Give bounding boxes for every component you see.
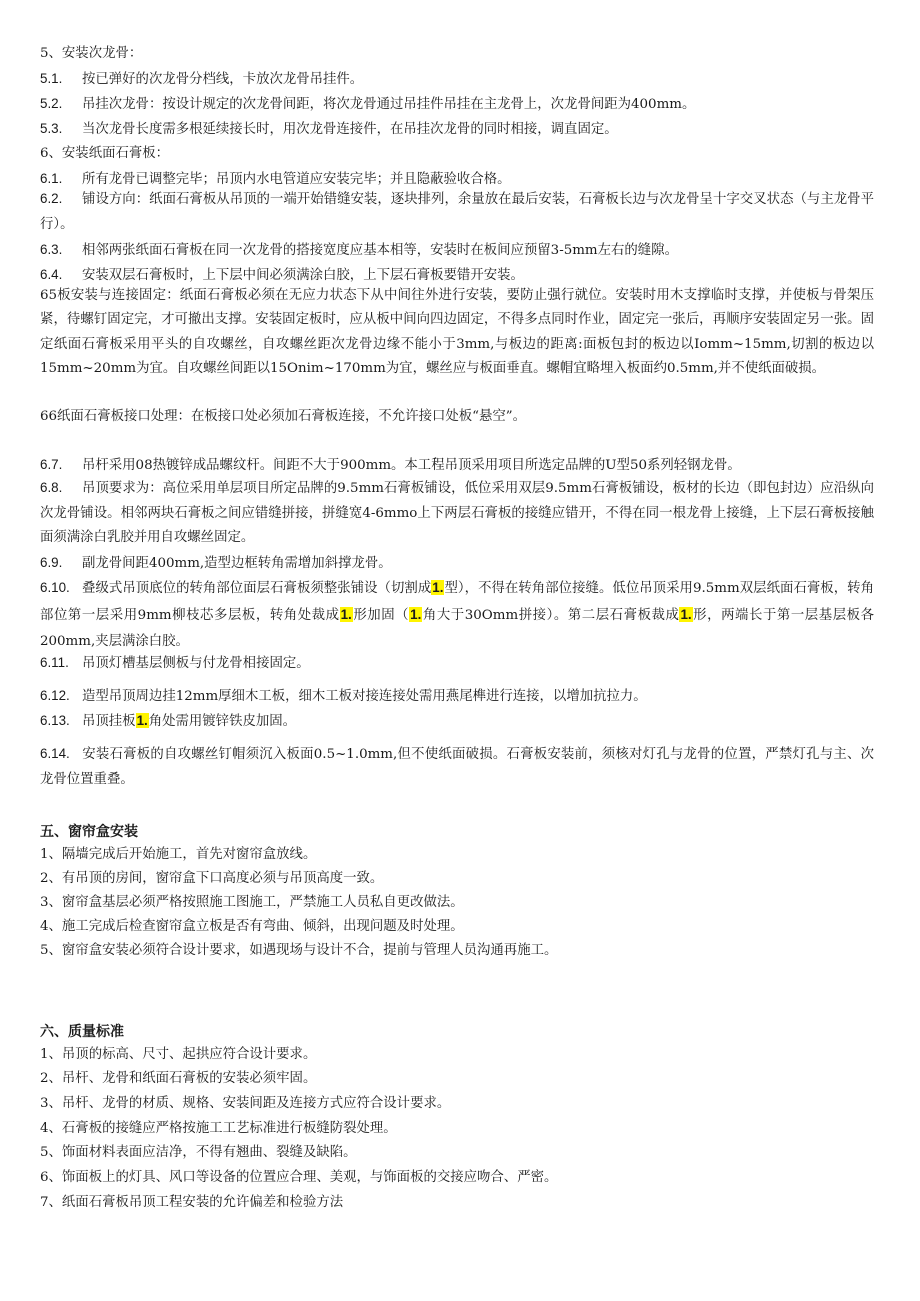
item-text: 吊顶挂板 bbox=[82, 714, 136, 729]
item-number: 6.12. bbox=[40, 688, 70, 703]
list-item: 3、窗帘盒基层必须严格按照施工图施工，严禁施工人员私自更改做法。 bbox=[40, 895, 464, 910]
item-number: 6.8. bbox=[40, 480, 63, 495]
section-5-title: 5、安装次龙骨： bbox=[40, 46, 143, 61]
item-number: 5.2. bbox=[40, 96, 63, 111]
list-item: 4、施工完成后检查窗帘盒立板是否有弯曲、倾斜，出现问题及时处理。 bbox=[40, 919, 464, 934]
list-item bbox=[40, 284, 874, 382]
item-number: 6.2. bbox=[40, 191, 63, 206]
list-item: 3、吊杆、龙骨的材质、规格、安装间距及连接方式应符合设计要求。 bbox=[40, 1096, 451, 1111]
item-text: 相邻两张纸面石膏板在同一次龙骨的搭接宽度应基本相等，安装时在板间应预留3-5mm左右的缝隙。 bbox=[82, 243, 678, 258]
list-item bbox=[40, 169, 880, 189]
list-item: 6、饰面板上的灯具、风口等设备的位置应合理、美观，与饰面板的交接应吻合、严密。 bbox=[40, 1170, 558, 1185]
highlight-mark: 1. bbox=[410, 607, 422, 622]
item-number: 6.1. bbox=[40, 171, 63, 186]
section-title-quality: 六、质量标准 bbox=[40, 1023, 124, 1039]
item-text: 吊挂次龙骨：按设计规定的次龙骨间距，将次龙骨通过吊挂件吊挂在主龙骨上，次龙骨间距为400mm。 bbox=[82, 97, 696, 112]
item-text: 叠级式吊顶底位的转角部位面层石膏板须整张铺设（切割成 bbox=[82, 581, 432, 596]
list-item: 4、石膏板的接缝应严格按施工工艺标准进行板缝防裂处理。 bbox=[40, 1121, 397, 1136]
item-text: 安装石膏板的自攻螺丝钉帽须沉入板面0.5~1.0mm,但不使纸面破损。石膏板安装前，须核对灯孔与龙骨的位置，严禁灯孔与主、次龙骨位置重叠。 bbox=[40, 747, 874, 787]
item-number: 5.3. bbox=[40, 121, 63, 136]
highlight-mark: 1. bbox=[680, 607, 692, 622]
list-item: 2、有吊顶的房间，窗帘盒下口高度必须与吊顶高度一致。 bbox=[40, 871, 384, 886]
item-number: 6.11. bbox=[40, 655, 69, 670]
list-item: 7、纸面石膏板吊顶工程安装的允许偏差和检验方法 bbox=[40, 1195, 344, 1210]
highlight-mark: 1. bbox=[432, 580, 444, 595]
item-number: 6.10. bbox=[40, 580, 70, 595]
list-item bbox=[40, 455, 880, 475]
item-text: 吊杆采用08热镀锌成品螺纹杆。间距不大于900mm。本工程吊顶采用项目所选定品牌的U型50系列轻钢龙骨。 bbox=[82, 458, 741, 473]
item-text: 按已弹好的次龙骨分档线，卡放次龙骨吊挂件。 bbox=[82, 72, 364, 87]
item-text: 所有龙骨已调整完毕；吊顶内水电管道应安装完毕；并且隐蔽验收合格。 bbox=[82, 172, 511, 187]
list-item bbox=[40, 553, 880, 573]
item-text: 角处需用镀锌铁皮加固。 bbox=[148, 714, 297, 729]
list-item bbox=[40, 265, 880, 285]
list-item bbox=[40, 476, 874, 551]
item-number: 6.13. bbox=[40, 713, 70, 728]
item-text: 副龙骨间距400mm,造型边框转角需增加斜撑龙骨。 bbox=[82, 556, 392, 571]
list-item: 1、隔墙完成后开始施工，首先对窗帘盒放线。 bbox=[40, 847, 317, 862]
list-item bbox=[40, 575, 874, 655]
item-text: 形，两端长于第一层基层板各200mm,夹层满涂白胶。 bbox=[40, 608, 875, 649]
list-item: 1、吊顶的标高、尺寸、起拱应符合设计要求。 bbox=[40, 1047, 317, 1062]
list-item bbox=[40, 187, 874, 237]
item-text: 安装双层石膏板时，上下层中间必须满涂白胶，上下层石膏板要错开安装。 bbox=[82, 268, 524, 283]
item-number: 5.1. bbox=[40, 71, 63, 86]
item-text: 当次龙骨长度需多根延续接长时，用次龙骨连接件，在吊挂次龙骨的同时相接，调直固定。 bbox=[82, 122, 618, 137]
item-text: 65板安装与连接固定：纸面石膏板必须在无应力状态下从中间往外进行安装，要防止强行就位。安装时用木支撑临时支撑，并使板与骨架压紧，待螺钉固定完，才可撤出支撑。安装固定板时，应从板中间向四边固定，不得多点同时作业，固定完一张后，再顺序安装固定另一张。固定纸面石膏板采用平头的自攻螺丝，自攻螺丝距次龙骨边缘不能小于3mm,与板边的距离:面板包封的板边以Iomm~15mm,切割的板边以15mm~20mm为宜。自攻螺丝间距以15Onim~170mm为宜，螺丝应与板面垂直。螺帽宜略埋入板面约0.5mm,并不使纸面破损。 bbox=[40, 288, 874, 377]
item-text: 吊顶灯槽基层侧板与付龙骨相接固定。 bbox=[82, 656, 310, 671]
list-item bbox=[40, 742, 874, 792]
section-6-title: 6、安装纸面石膏板： bbox=[40, 146, 170, 161]
list-item bbox=[40, 686, 880, 706]
list-item bbox=[40, 240, 880, 260]
item-text: 角大于30Omm拼接）。第二层石膏板裁成 bbox=[422, 608, 680, 623]
list-item bbox=[40, 119, 880, 139]
highlight-mark: 1. bbox=[136, 713, 148, 728]
item-number: 6.4. bbox=[40, 267, 63, 282]
list-item bbox=[40, 69, 880, 89]
highlight-mark: 1. bbox=[340, 607, 352, 622]
list-item bbox=[40, 653, 880, 673]
item-text: 形加固（ bbox=[352, 608, 410, 623]
section-title-curtain: 五、窗帘盒安装 bbox=[40, 823, 138, 839]
item-number: 6.9. bbox=[40, 555, 63, 570]
list-item bbox=[40, 711, 880, 731]
list-item bbox=[40, 94, 880, 114]
item-text: 造型吊顶周边挂12mm厚细木工板，细木工板对接连接处需用燕尾榫进行连接，以增加抗拉力。 bbox=[82, 689, 647, 704]
item-number: 6.3. bbox=[40, 242, 63, 257]
list-item: 5、窗帘盒安装必须符合设计要求，如遇现场与设计不合，提前与管理人员沟通再施工。 bbox=[40, 943, 558, 958]
item-number: 6.14. bbox=[40, 746, 70, 761]
item-text: 66纸面石膏板接口处理：在板接口处必须加石膏板连接，不允许接口处板“悬空”。 bbox=[40, 409, 527, 424]
item-text: 吊顶要求为：高位采用单层项目所定品牌的9.5mm石膏板铺设，低位采用双层9.5mm石膏板铺设，板材的长边（即包封边）应沿纵向次龙骨铺设。相邻两块石膏板之间应错缝拼接，拼缝宽4-6mmo上下两层石膏板的接缝应错开，不得在同一根龙骨上接缝，上下层石膏板接触面须满涂白乳胶并用自攻螺丝固定。 bbox=[40, 481, 874, 546]
list-item: 5、饰面材料表面应洁净，不得有翘曲、裂缝及缺陷。 bbox=[40, 1145, 357, 1160]
item-number: 6.7. bbox=[40, 457, 63, 472]
item-text: 型），不得在转角部位接缝。低位吊顶采用9.5mm双层纸面石膏板，转角部位第一层采用9mm柳枝芯多层板，转角处裁成 bbox=[40, 581, 874, 623]
list-item bbox=[40, 407, 880, 427]
list-item: 2、吊杆、龙骨和纸面石膏板的安装必须牢固。 bbox=[40, 1071, 317, 1086]
item-text: 铺设方向：纸面石膏板从吊顶的一端开始错缝安装，逐块排列，余量放在最后安装，石膏板长边与次龙骨呈十字交叉状态（与主龙骨平行）。 bbox=[40, 192, 874, 232]
